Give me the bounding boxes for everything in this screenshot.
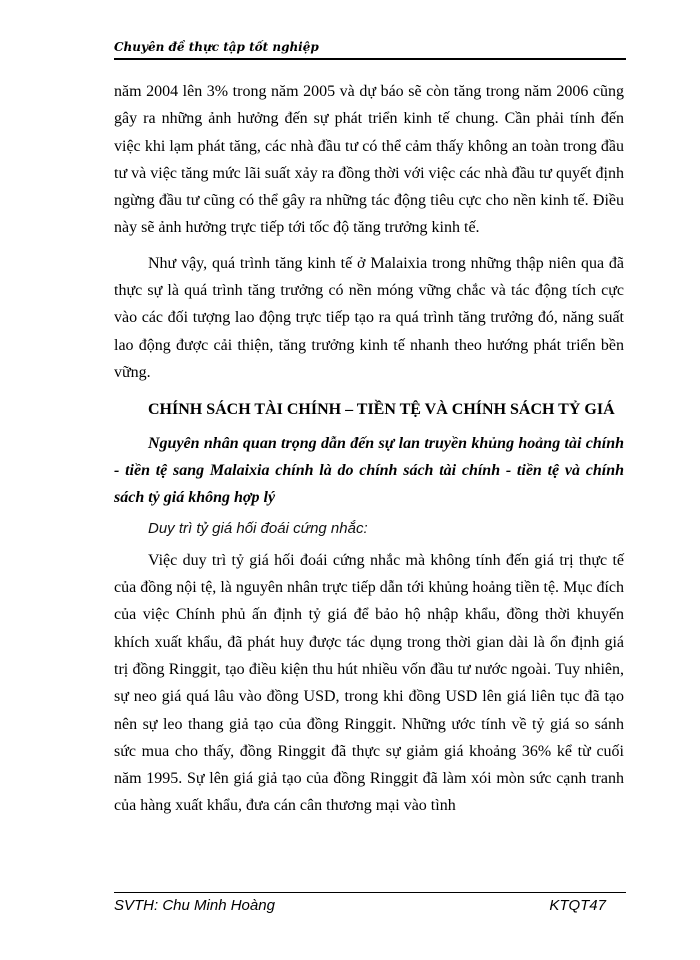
page-footer xyxy=(114,892,626,921)
footer-author: SVTH: Chu Minh Hoàng xyxy=(114,897,275,914)
header-title: Chuyên đề thực tập tốt nghiệp xyxy=(114,40,319,54)
sub-sub-heading: Duy trì tỷ giá hối đoái cứng nhắc: xyxy=(148,520,368,538)
paragraph-exchange-rate: Việc duy trì tỷ giá hối đoái cứng nhắc mà không tính đến giá trị thực tế của đồng nội tệ, là nguyên nhân trực tiếp dẫn tới khủng hoảng tiền tệ. Mục đích của việc Chính phủ ấn định tỷ giá để bảo hộ nhập khẩu, đồng thời khuyến khích xuất khẩu, đã phát huy được tác dụng trong thời gian dài là ổn định giá trị đồng Ringgit, tạo điều kiện thu hút nhiều vốn đầu tư nước ngoài. Tuy nhiên, sự neo giá quá lâu vào đồng USD, trong khi đồng USD lên giá liên tục đã tạo nên sự leo thang giả tạo của đồng Ringgit. Những ước tính về tỷ giá so sánh sức mua cho thấy, đồng Ringgit đã thực sự giảm giá khoảng 36% kể từ cuối năm 1995. Sự lên giá giả tạo của đồng Ringgit đã làm xói mòn sức cạnh tranh của hàng xuất khẩu, đưa cán cân thương mại vào tình xyxy=(114,551,624,815)
page-header xyxy=(114,36,626,60)
section-heading: CHÍNH SÁCH TÀI CHÍNH – TIỀN TỆ VÀ CHÍNH SÁCH TỶ GIÁ xyxy=(148,401,615,419)
document-body xyxy=(114,78,624,820)
paragraph-summary: Như vậy, quá trình tăng kinh tế ở Malaixia trong những thập niên qua đã thực sự là quá trình tăng trưởng có nền móng vững chắc và tác động tích cực vào các đối tượng lao động trực tiếp tạo ra quá trình tăng trưởng đó, năng suất lao động được cải thiện, tăng trưởng kinh tế nhanh theo hướng phát triển bền vững. xyxy=(114,254,624,381)
footer-class-code: KTQT47 xyxy=(549,897,606,914)
paragraph-continued: năm 2004 lên 3% trong năm 2005 và dự báo sẽ còn tăng trong năm 2006 cũng gây ra những ảnh hưởng đến sự phát triển kinh tế chung. Cần phải tính đến việc khi lạm phát tăng, các nhà đầu tư có thể cảm thấy không an toàn trong đầu tư và việc tăng mức lãi suất xảy ra đồng thời với việc các nhà đầu tư quyết định ngừng đầu tư cũng có thể gây ra những tác động tiêu cực cho nền kinh tế. Điều này sẽ ảnh hưởng trực tiếp tới tốc độ tăng trưởng kinh tế. xyxy=(114,83,624,237)
sub-heading: Nguyên nhân quan trọng dẫn đến sự lan truyền khủng hoảng tài chính - tiền tệ sang Malaixia chính là do chính sách tài chính - tiền tệ và chính sách tỷ giá không hợp lý xyxy=(114,434,624,507)
